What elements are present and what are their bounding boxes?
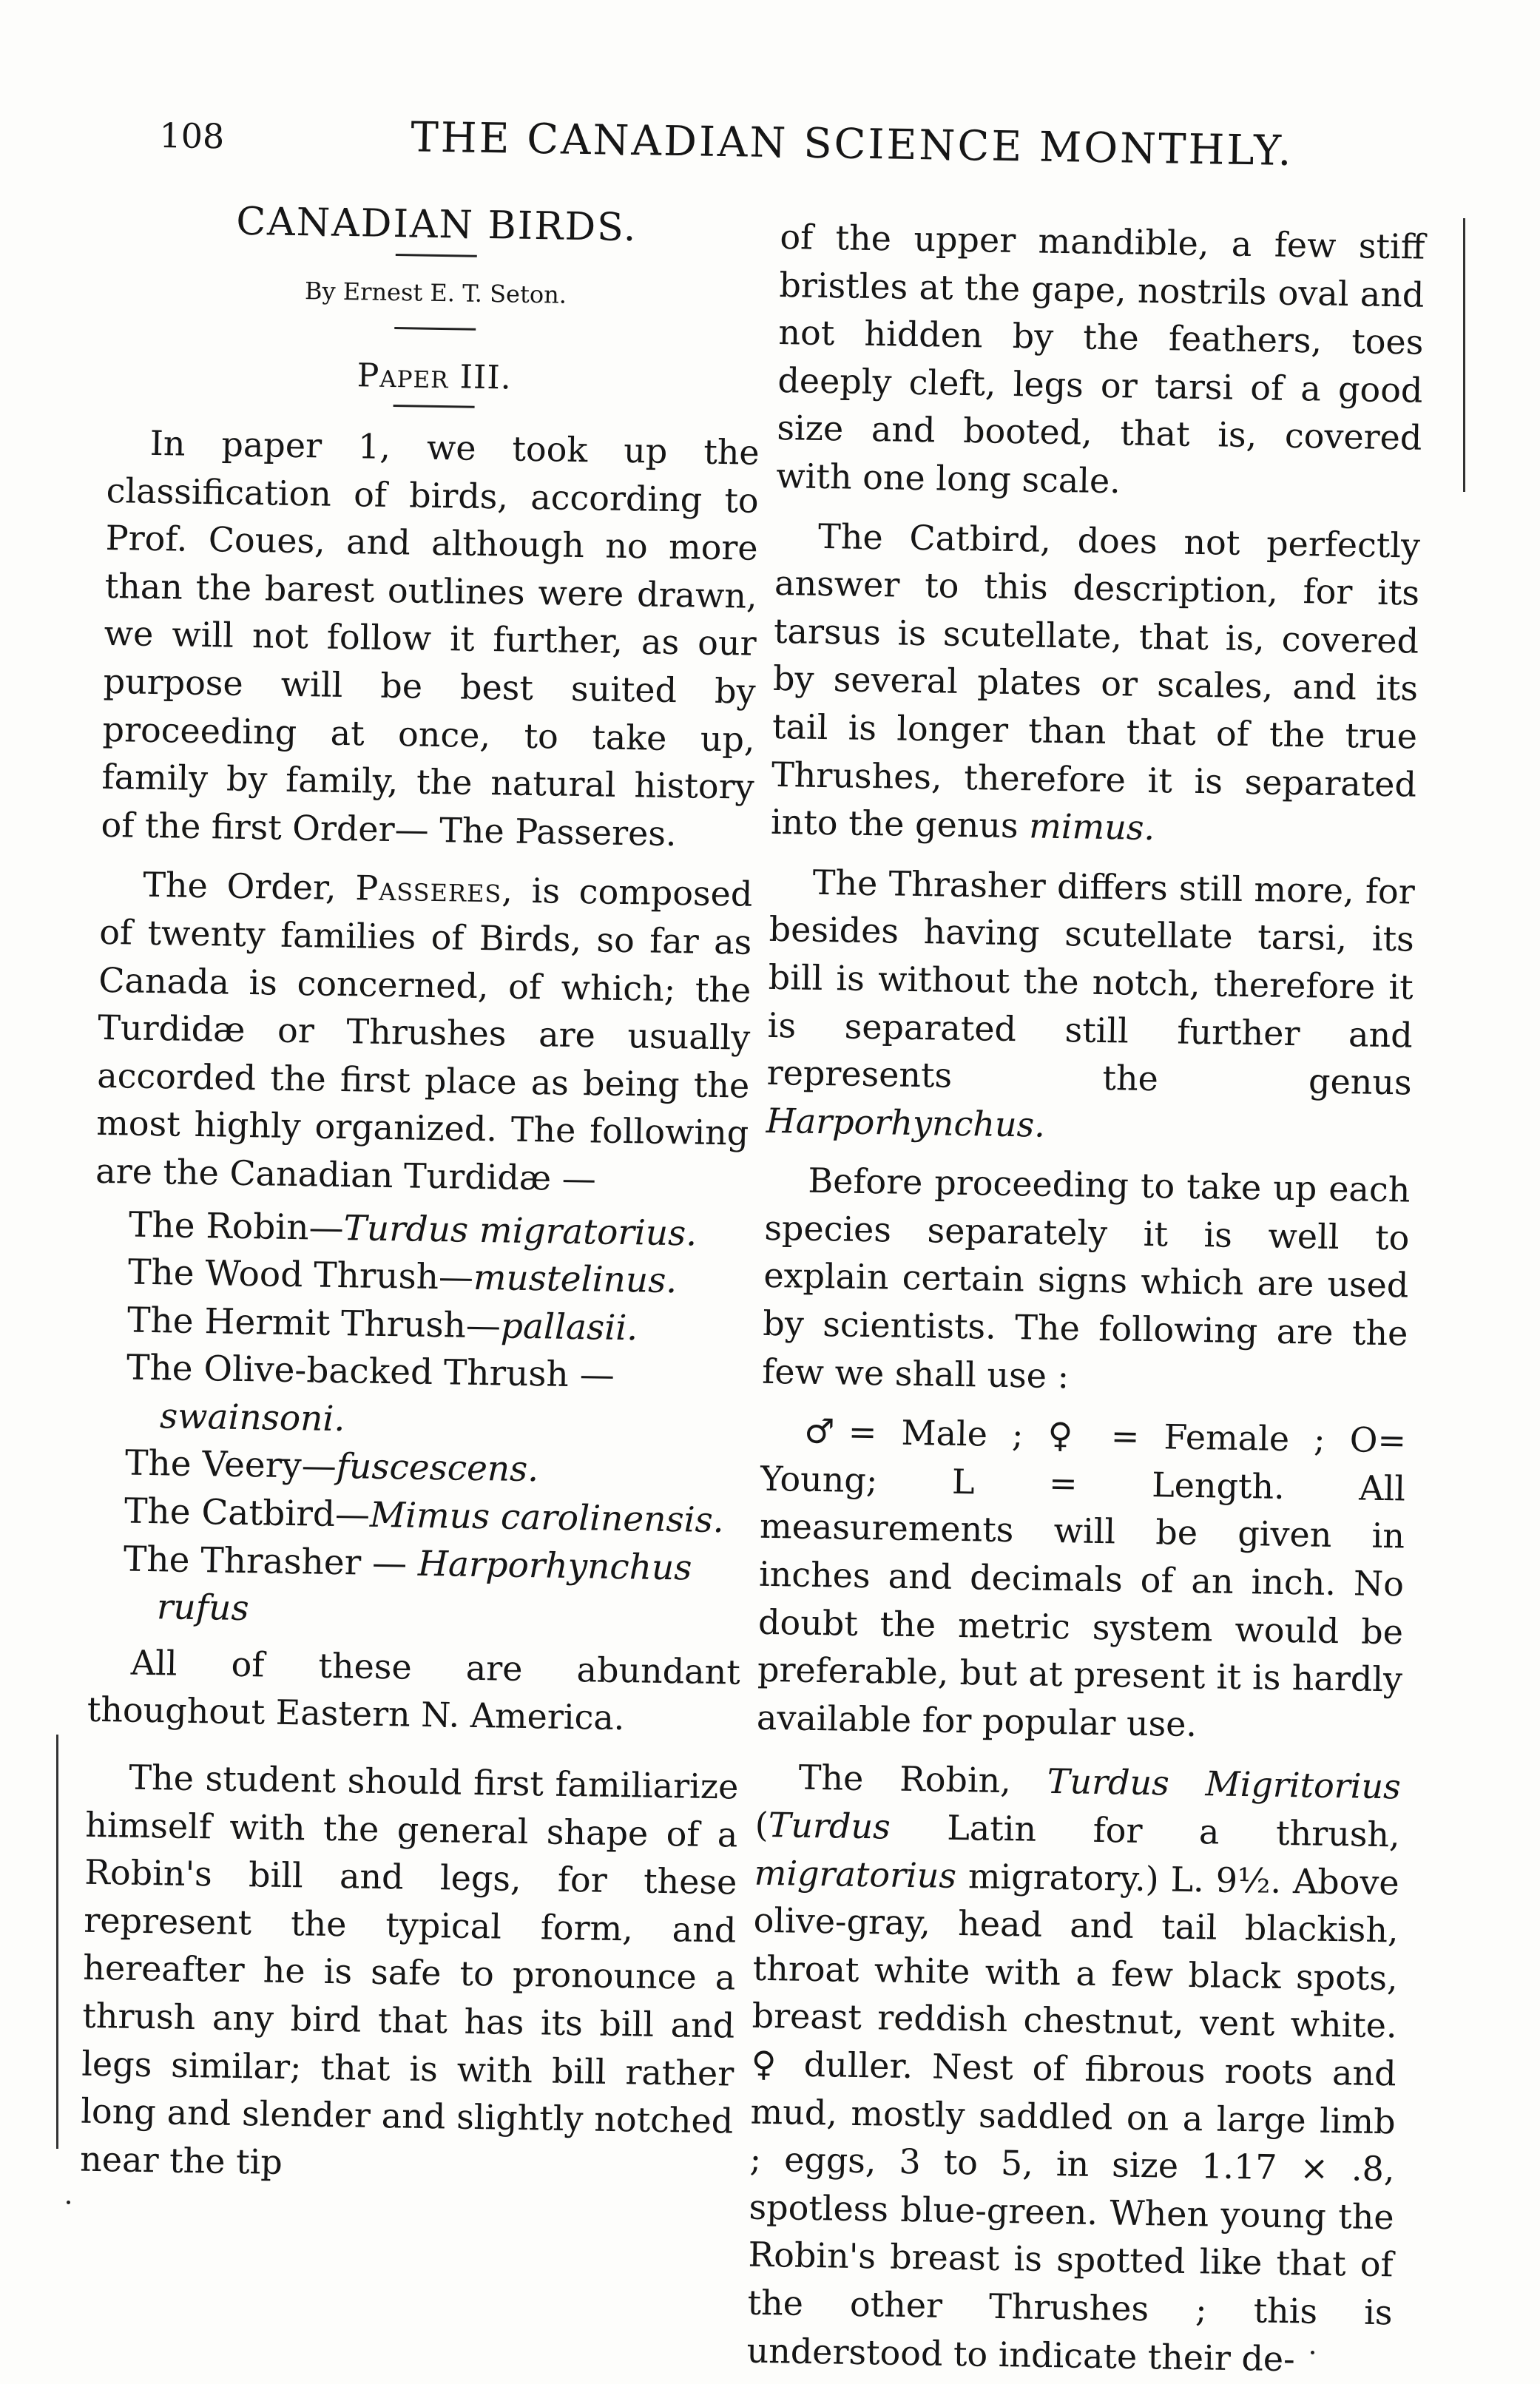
paragraph-classification: In paper 1, we took up the classification of birds, according to Prof. Coues, and although no more than the barest outlines were drawn, we will not follow it further, as our purpose will be best suited by proceeding at once, to take up, family by family, the natural history of the first Order— The Passeres. (101, 422, 760, 854)
species-common-name: The Thrasher — (123, 1539, 419, 1584)
species-common-name: The Olive-backed Thrush — (126, 1347, 615, 1397)
page-number: 108 (159, 115, 225, 157)
paragraph-order-passeres (95, 860, 753, 1205)
species-common-name: The Robin— (128, 1204, 345, 1249)
paragraph-robin (746, 1753, 1401, 2384)
paragraph-thrasher (766, 858, 1415, 1155)
paragraph-order-start: The Order, (142, 865, 356, 908)
genus-mimus: mimus. (1028, 806, 1155, 848)
robin-description: migratory.) L. 9½. Above olive-gray, head and tail blackish, throat white with a few black spots, breast reddish chestnut, vent white. ♀ duller. Nest of fibrous roots and mud, mostly saddled on a large limb ; eggs, 3 to 5, in size 1.17 × .8, spotless blue-green. When young the Robin's breast is spotted like that of the other Thrushes ; this is understood to indicate their de- (746, 1855, 1400, 2379)
species-latin-name: pallasii. (500, 1306, 638, 1349)
journal-title: THE CANADIAN SCIENCE MONTHLY. (410, 113, 1294, 176)
paragraph-symbols: ♂= Male ; ♀ = Female ; O= Young; L = Length. All measurements will be given in inches and decimals of an inch. No doubt the metric system would be preferable, but at present it is hardly available for popular use. (756, 1411, 1407, 1744)
byline: By Ernest E. T. Seton. (304, 277, 567, 309)
paragraph-student: The student should first familiarize himself with the general shape of a Robin's bill and legs, for these represent the typical form, and hereafter he is safe to pronounce a thrush any bird that has its bill and legs similar; that is with bill rather long and slender and slightly notched near the tip (79, 1757, 739, 2182)
byline-rule (394, 327, 476, 331)
order-name: Passeres (354, 868, 502, 911)
paragraph-catbird-text: The Catbird, does not perfectly answer to this description, for its tarsus is scutellate, that is, covered by several plates or scales, and its tail is longer than that of the true Thrushes, therefore it is separated into the genus (770, 516, 1421, 846)
species-latin-name: Mimus carolinensis. (369, 1494, 725, 1542)
species-latin-name: fuscescens. (336, 1446, 539, 1490)
paragraph-signs: Before proceeding to take up each species separately it is well to explain certain signs which are used by scientists. The following are the few we shall use : (761, 1161, 1411, 1396)
species-common-name: The Hermit Thrush— (126, 1300, 501, 1347)
genus-harporhynchus: Harporhynchus. (766, 1100, 1046, 1145)
left-column (80, 196, 763, 2193)
paper-rule (394, 405, 475, 408)
species-common-name: The Wood Thrush— (127, 1252, 474, 1298)
species-latin-name: mustelinus. (473, 1257, 678, 1302)
margin-bracket-right (1463, 218, 1465, 492)
paragraph-abundance: All of these are abundant thoughout Eastern N. America. (87, 1642, 741, 1738)
robin-genus-word: Turdus (768, 1805, 891, 1847)
article-title: CANADIAN BIRDS. (235, 199, 638, 251)
species-common-name: The Catbird— (124, 1490, 371, 1536)
paragraph-bill-description: of the upper mandible, a few stiff bristles at the gape, nostrils oval and not hidden by the feathers, toes deeply cleft, legs or tarsi of a good size and booted, that is, covered with one long scale. (776, 216, 1425, 502)
robin-intro: The Robin, (798, 1757, 1048, 1802)
species-list (123, 1201, 748, 1641)
robin-latin-gloss: Latin for a thrush, (890, 1806, 1401, 1855)
species-latin-name: Harporhynchus rufus (156, 1543, 692, 1630)
paper-number: Paper III. (357, 357, 513, 397)
species-common-name: The Veery— (124, 1442, 337, 1488)
robin-latin-name: Turdus Migritorius (1047, 1761, 1402, 1807)
species-item (126, 1345, 746, 1450)
robin-paren: ( (754, 1804, 769, 1846)
title-rule (396, 254, 477, 257)
paragraph-order-end: , is composed of twenty families of Birds, so far as Canada is concerned, of which; the Turdidæ or Thrushes are usually accorded the first place as being the most highly organized. The following are the Canadian Turdidæ — (95, 870, 753, 1199)
species-latin-name: swainsoni. (159, 1396, 345, 1440)
right-column (746, 213, 1425, 2384)
robin-species-word: migratorius (754, 1852, 957, 1896)
paragraph-thrasher-text: The Thrasher differs still more, for besides having scutellate tarsi, its bill is without the notch, therefore it is separated still further and represents the genus (766, 862, 1416, 1103)
page-speck (1311, 2351, 1314, 2354)
page-speck (67, 2201, 70, 2204)
species-item (123, 1536, 743, 1641)
species-latin-name: Turdus migratorius. (343, 1207, 698, 1255)
margin-bracket-left (56, 1735, 58, 2149)
page-header (158, 109, 1328, 202)
paragraph-catbird (771, 512, 1421, 857)
